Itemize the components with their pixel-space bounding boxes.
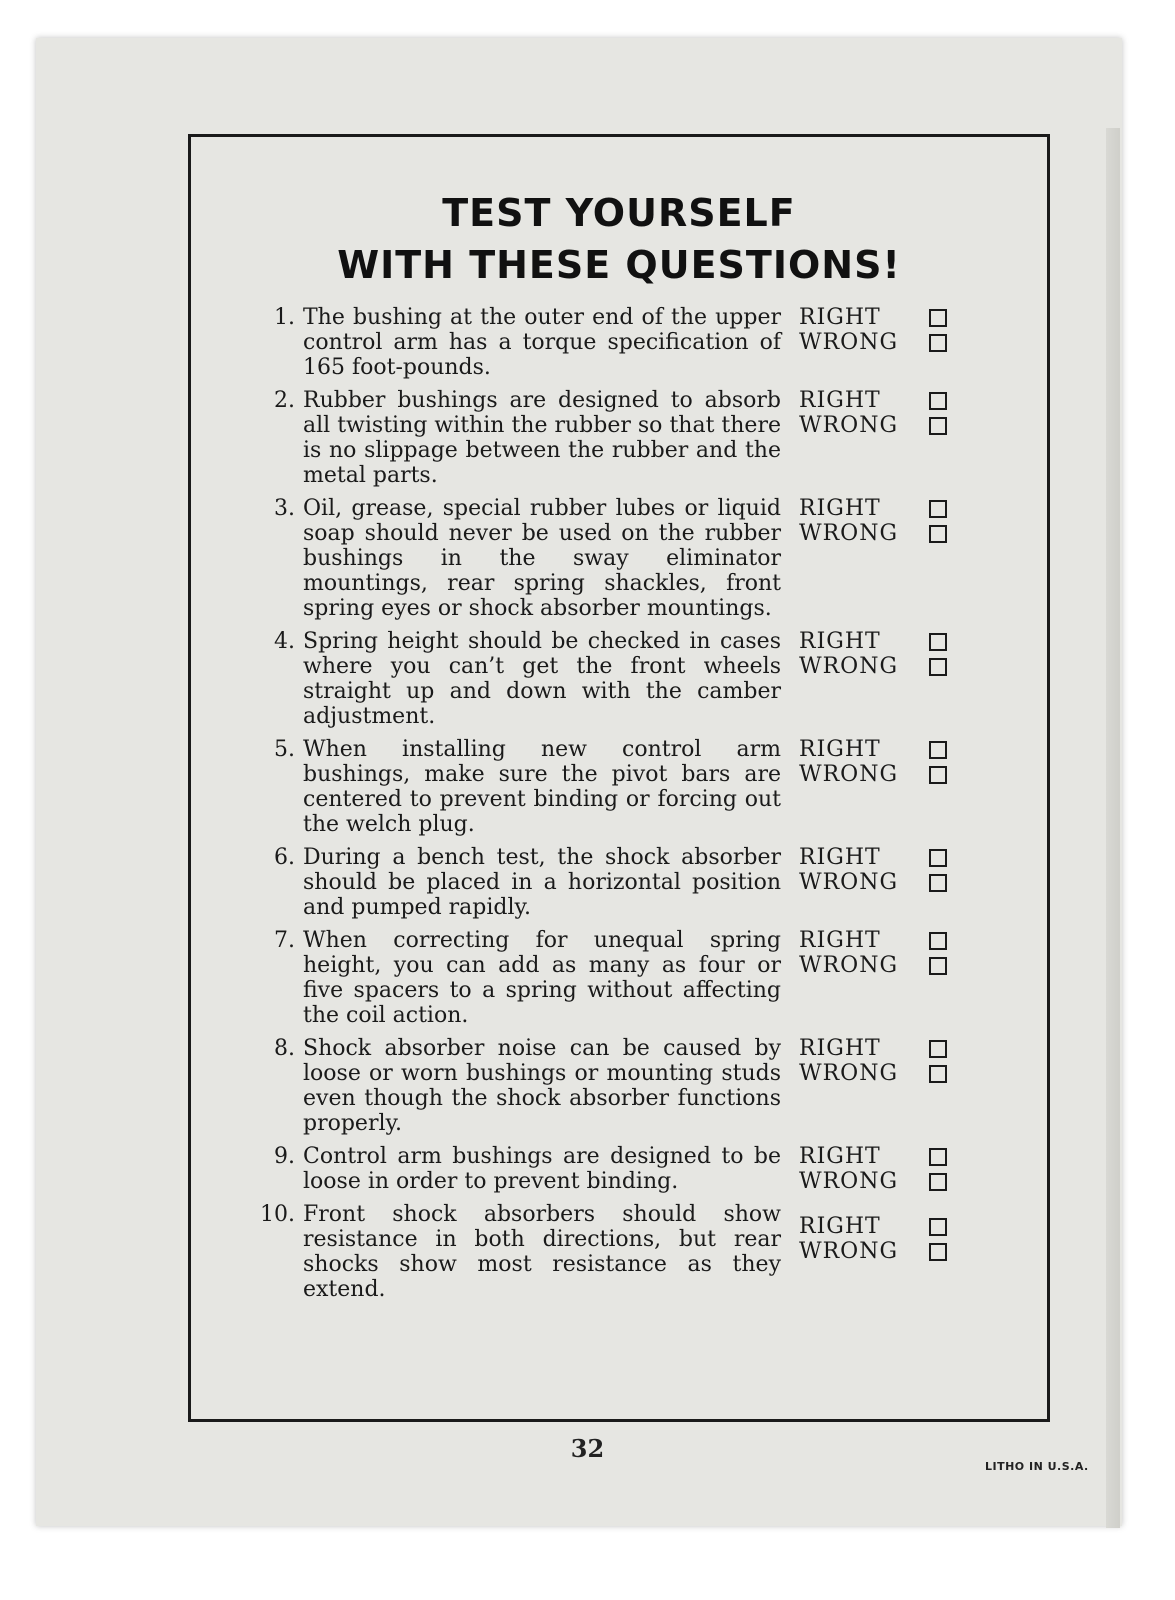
wrong-option[interactable] xyxy=(799,330,969,355)
question-text: The bushing at the outer end of the upper control arm has a torque specification of 165 foot-pounds. xyxy=(303,305,781,380)
right-option[interactable] xyxy=(799,845,969,870)
answer-options xyxy=(799,496,969,621)
answer-options xyxy=(799,737,969,837)
wrong-label: WRONG xyxy=(799,654,899,679)
question-number: 6. xyxy=(274,845,295,870)
wrong-checkbox[interactable] xyxy=(929,874,947,892)
question-1 xyxy=(241,305,1031,380)
right-checkbox[interactable] xyxy=(929,741,947,759)
question-text: Spring height should be checked in cases where you can’t get the front wheels straight up and down with the camber adjustment. xyxy=(303,629,781,729)
right-checkbox[interactable] xyxy=(929,932,947,950)
answer-options xyxy=(799,928,969,1028)
wrong-option[interactable] xyxy=(799,762,969,787)
right-option[interactable] xyxy=(799,305,969,330)
question-number: 4. xyxy=(274,629,295,654)
right-label: RIGHT xyxy=(799,305,881,330)
question-text: Shock absorber noise can be caused by loose or worn bushings or mounting studs even though the shock absorber functions properly. xyxy=(303,1036,781,1136)
right-option[interactable] xyxy=(799,629,969,654)
wrong-label: WRONG xyxy=(799,870,899,895)
right-checkbox[interactable] xyxy=(929,1040,947,1058)
questions-frame xyxy=(188,134,1050,1422)
question-text: Oil, grease, special rubber lubes or liquid soap should never be used on the rubber bushings in the sway eliminator mountings, rear spring shackles, front spring eyes or shock absorber mountings. xyxy=(303,496,781,621)
wrong-option[interactable] xyxy=(799,1061,969,1086)
question-4 xyxy=(241,629,1031,729)
wrong-checkbox[interactable] xyxy=(929,1065,947,1083)
question-text: When correcting for unequal spring height, you can add as many as four or five spacers to a spring without affecting the coil action. xyxy=(303,928,781,1028)
question-8 xyxy=(241,1036,1031,1136)
wrong-checkbox[interactable] xyxy=(929,417,947,435)
right-option[interactable] xyxy=(799,737,969,762)
right-label: RIGHT xyxy=(799,928,881,953)
wrong-checkbox[interactable] xyxy=(929,766,947,784)
paper-page xyxy=(36,38,1122,1526)
question-list xyxy=(241,305,1031,1310)
right-option[interactable] xyxy=(799,1144,969,1169)
answer-options xyxy=(799,388,969,488)
wrong-label: WRONG xyxy=(799,413,899,438)
paper-spine xyxy=(1106,128,1120,1528)
wrong-label: WRONG xyxy=(799,330,899,355)
answer-options xyxy=(799,1144,969,1194)
right-option[interactable] xyxy=(799,1214,969,1239)
question-number: 5. xyxy=(274,737,295,762)
right-label: RIGHT xyxy=(799,1144,881,1169)
wrong-label: WRONG xyxy=(799,1061,899,1086)
question-number: 3. xyxy=(274,496,295,521)
printer-note: LITHO IN U.S.A. xyxy=(985,1460,1089,1473)
wrong-label: WRONG xyxy=(799,1169,899,1194)
wrong-label: WRONG xyxy=(799,1239,899,1264)
question-9 xyxy=(241,1144,1031,1194)
wrong-checkbox[interactable] xyxy=(929,957,947,975)
question-number: 10. xyxy=(260,1202,295,1227)
right-label: RIGHT xyxy=(799,629,881,654)
question-text: Front shock absorbers should show resistance in both directions, but rear shocks show most resistance as they extend. xyxy=(303,1202,781,1302)
right-checkbox[interactable] xyxy=(929,392,947,410)
question-text: Rubber bushings are designed to absorb all twisting within the rubber so that there is no slippage between the rubber and the metal parts. xyxy=(303,388,781,488)
right-checkbox[interactable] xyxy=(929,849,947,867)
right-label: RIGHT xyxy=(799,388,881,413)
question-5 xyxy=(241,737,1031,837)
answer-options xyxy=(799,845,969,920)
question-text: During a bench test, the shock absorber should be placed in a horizontal position and pumped rapidly. xyxy=(303,845,781,920)
question-3 xyxy=(241,496,1031,621)
page-number: 32 xyxy=(570,1434,605,1463)
right-checkbox[interactable] xyxy=(929,1218,947,1236)
wrong-option[interactable] xyxy=(799,654,969,679)
right-option[interactable] xyxy=(799,1036,969,1061)
wrong-option[interactable] xyxy=(799,521,969,546)
wrong-option[interactable] xyxy=(799,1239,969,1264)
question-6 xyxy=(241,845,1031,920)
wrong-option[interactable] xyxy=(799,870,969,895)
wrong-option[interactable] xyxy=(799,1169,969,1194)
answer-options xyxy=(799,629,969,729)
question-number: 8. xyxy=(274,1036,295,1061)
right-checkbox[interactable] xyxy=(929,500,947,518)
wrong-checkbox[interactable] xyxy=(929,334,947,352)
question-10 xyxy=(241,1202,1031,1302)
right-label: RIGHT xyxy=(799,737,881,762)
wrong-checkbox[interactable] xyxy=(929,1173,947,1191)
question-text: Control arm bushings are designed to be loose in order to prevent binding. xyxy=(303,1144,781,1194)
right-option[interactable] xyxy=(799,388,969,413)
wrong-checkbox[interactable] xyxy=(929,1243,947,1261)
wrong-label: WRONG xyxy=(799,762,899,787)
question-7 xyxy=(241,928,1031,1028)
right-option[interactable] xyxy=(799,928,969,953)
wrong-checkbox[interactable] xyxy=(929,658,947,676)
right-checkbox[interactable] xyxy=(929,1148,947,1166)
right-option[interactable] xyxy=(799,496,969,521)
title-line-2: WITH THESE QUESTIONS! xyxy=(337,243,901,287)
page-title xyxy=(191,187,1047,291)
question-number: 1. xyxy=(274,305,295,330)
wrong-label: WRONG xyxy=(799,953,899,978)
question-2 xyxy=(241,388,1031,488)
title-line-1: TEST YOURSELF xyxy=(442,191,796,235)
right-checkbox[interactable] xyxy=(929,633,947,651)
wrong-option[interactable] xyxy=(799,413,969,438)
answer-options xyxy=(799,1036,969,1136)
right-label: RIGHT xyxy=(799,1036,881,1061)
question-text: When installing new control arm bushings, make sure the pivot bars are centered to prevent binding or forcing out the welch plug. xyxy=(303,737,781,837)
right-label: RIGHT xyxy=(799,1214,881,1239)
answer-options xyxy=(799,1202,969,1302)
wrong-checkbox[interactable] xyxy=(929,525,947,543)
wrong-label: WRONG xyxy=(799,521,899,546)
right-checkbox[interactable] xyxy=(929,309,947,327)
question-number: 2. xyxy=(274,388,295,413)
question-number: 9. xyxy=(274,1144,295,1169)
answer-options xyxy=(799,305,969,380)
wrong-option[interactable] xyxy=(799,953,969,978)
right-label: RIGHT xyxy=(799,496,881,521)
right-label: RIGHT xyxy=(799,845,881,870)
question-number: 7. xyxy=(274,928,295,953)
